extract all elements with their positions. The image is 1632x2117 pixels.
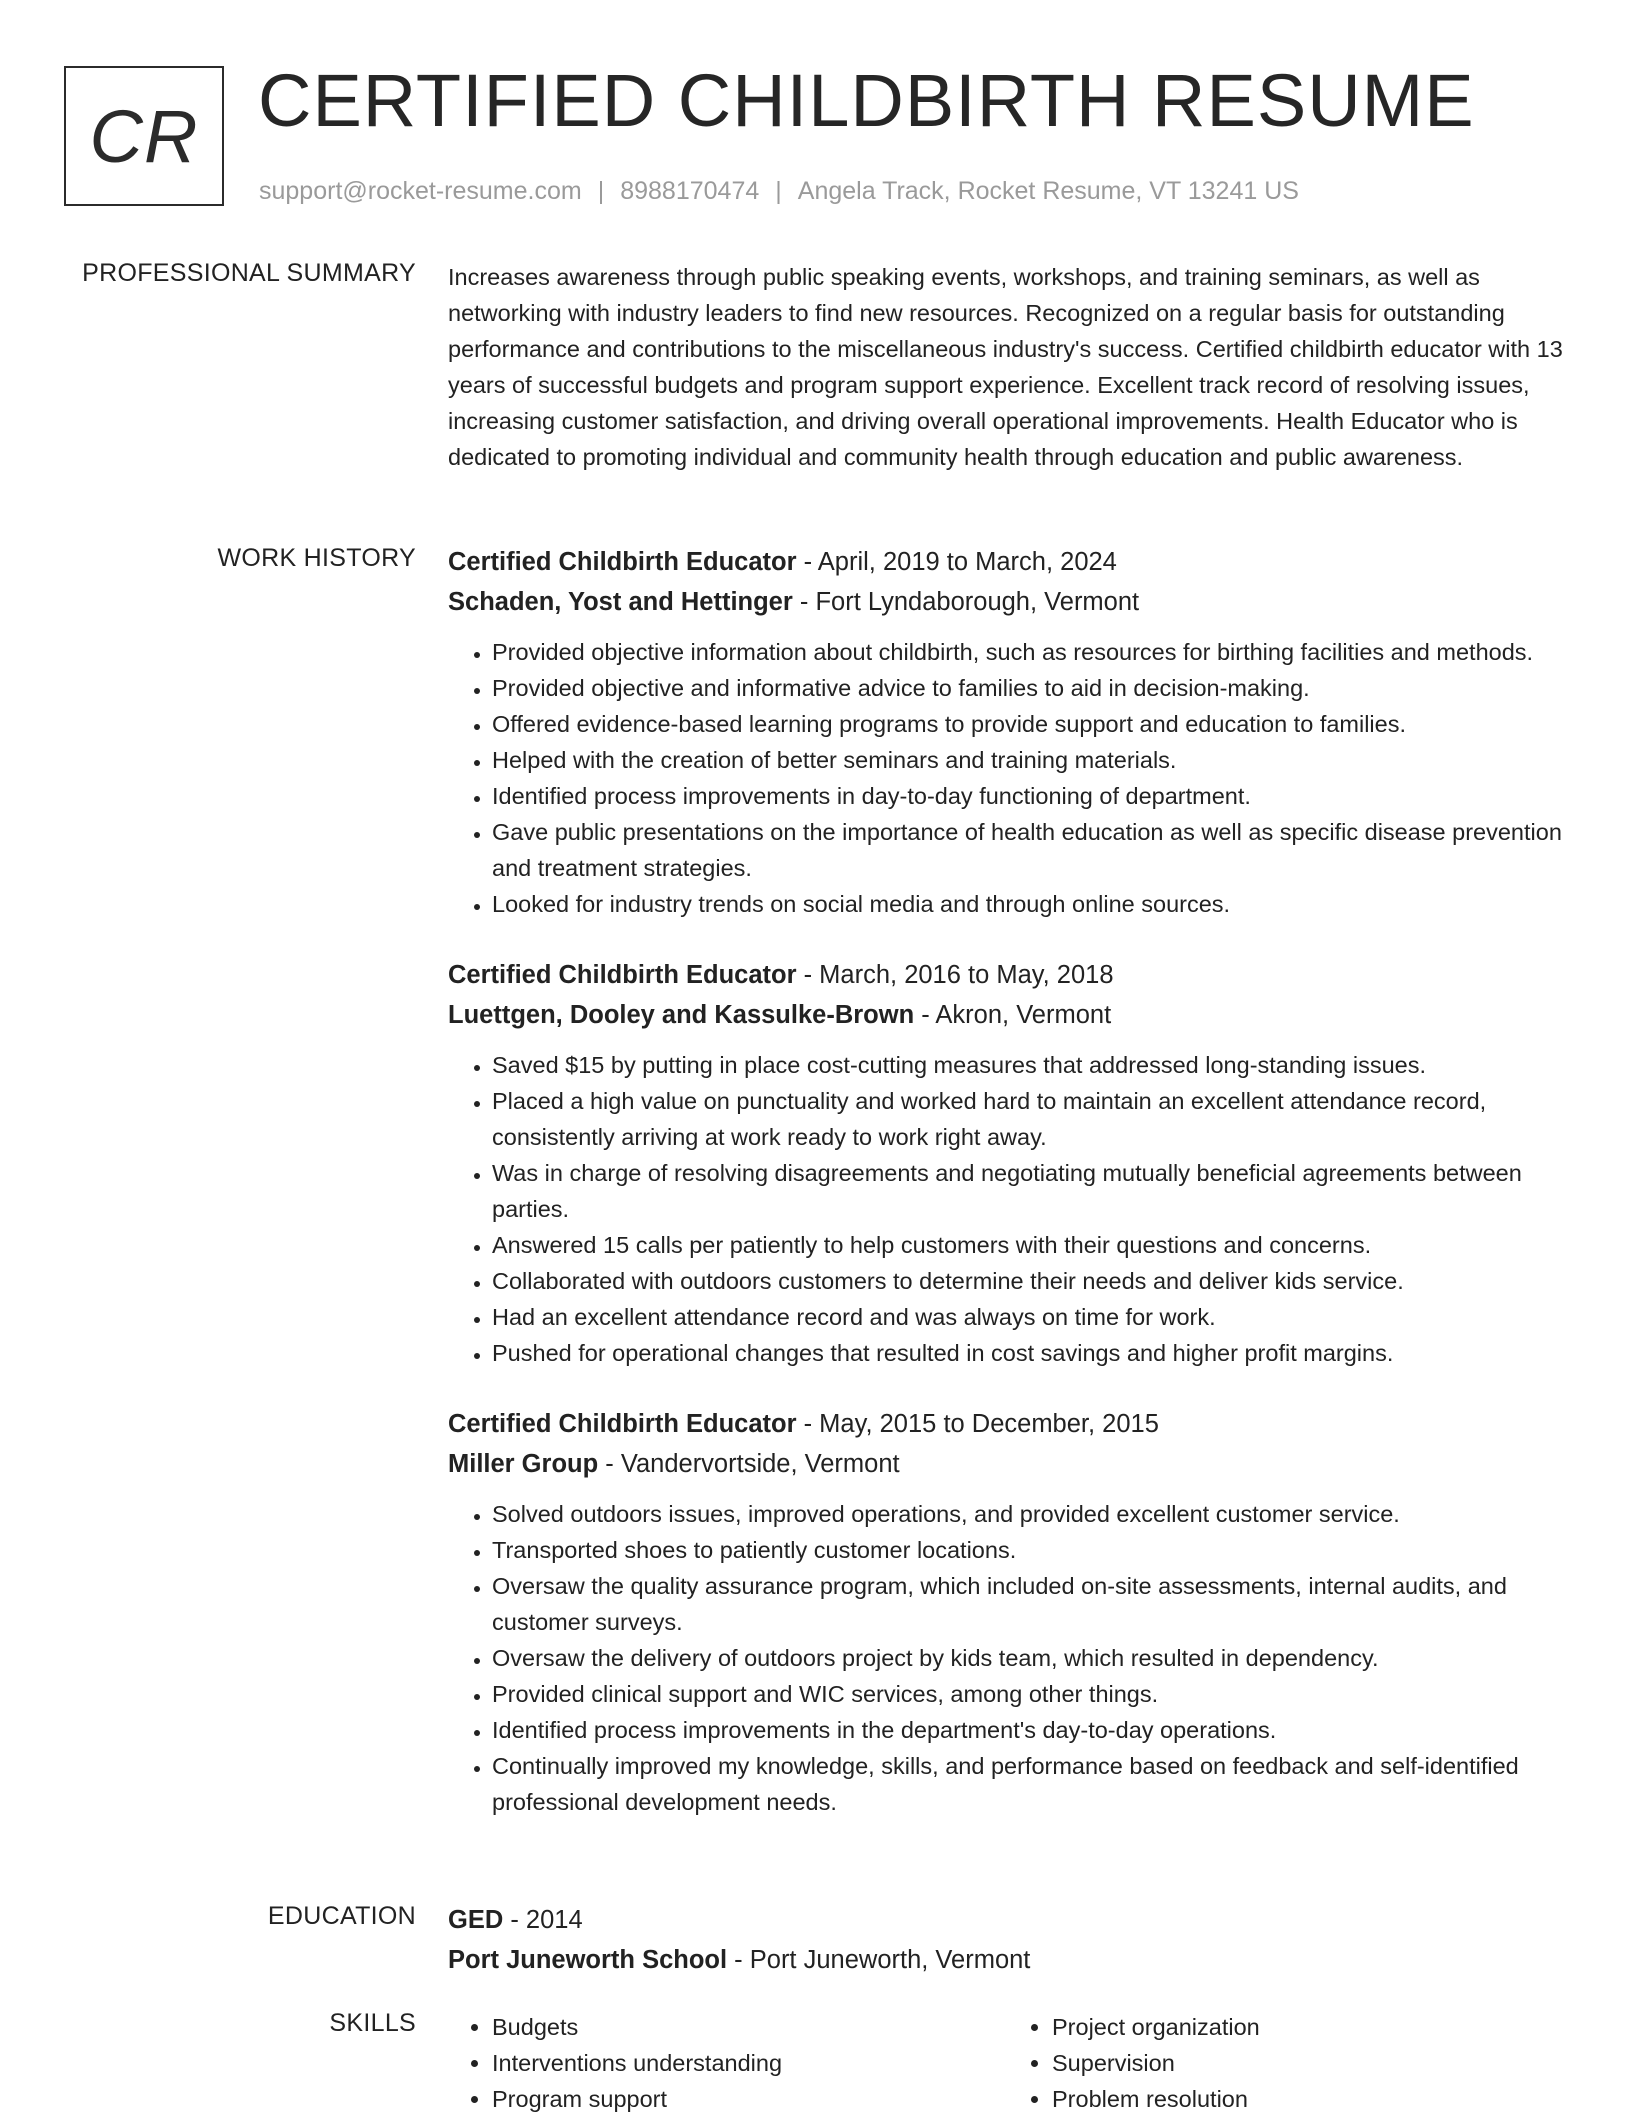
job-bullet: • Provided objective information about childbirth, such as resources for birthing facilities and methods. bbox=[492, 634, 1568, 670]
job-bullet: • Was in charge of resolving disagreements and negotiating mutually beneficial agreements between parties. bbox=[492, 1155, 1568, 1227]
job-bullet: • Provided clinical support and WIC services, among other things. bbox=[492, 1676, 1568, 1712]
job-bullet: • Transported shoes to patiently customer locations. bbox=[492, 1532, 1568, 1568]
skill-item: • Project organization bbox=[1052, 2009, 1568, 2045]
job-bullet: • Answered 15 calls per patiently to help customers with their questions and concerns. bbox=[492, 1227, 1568, 1263]
job-bullets bbox=[448, 634, 1568, 922]
job-title: Certified Childbirth Educator bbox=[448, 961, 797, 989]
contact-address: Angela Track, Rocket Resume, VT 13241 US bbox=[797, 177, 1299, 205]
skill-item: • Supervision bbox=[1052, 2045, 1568, 2081]
job-bullet: • Helped with the creation of better seminars and training materials. bbox=[492, 742, 1568, 778]
education-degree: GED bbox=[448, 1906, 504, 1934]
job-bullet: • Saved $15 by putting in place cost-cutting measures that addressed long-standing issues. bbox=[492, 1047, 1568, 1083]
summary-content bbox=[448, 259, 1568, 475]
job-title: Certified Childbirth Educator bbox=[448, 1410, 797, 1438]
skill-item: • Problem resolution bbox=[1052, 2081, 1568, 2117]
summary-text: Increases awareness through public speaking events, workshops, and training seminars, as well as networking with industry leaders to find new resources. Recognized on a regular basis for outstanding performance and contributions to the miscellaneous industry's success. Certified childbirth educator with 13 years of successful budgets and program support experience. Excellent track record of resolving issues, increasing customer satisfaction, and driving overall operational improvements. Health Educator who is dedicated to promoting individual and community health through education and public awareness. bbox=[448, 264, 1563, 470]
job-bullet: • Gave public presentations on the importance of health education as well as specific disease prevention and treatment strategies. bbox=[492, 814, 1568, 886]
job-location: - Vandervortside, Vermont bbox=[598, 1450, 900, 1478]
job-company-line bbox=[448, 995, 1568, 1035]
job-location: - Fort Lyndaborough, Vermont bbox=[792, 588, 1140, 616]
job-bullet: • Placed a high value on punctuality and worked hard to maintain an excellent attendance record, consistently arriving at work ready to work right away. bbox=[492, 1083, 1568, 1155]
resume-title: CERTIFIED CHILDBIRTH RESUME bbox=[258, 59, 1475, 142]
summary-label: PROFESSIONAL SUMMARY bbox=[82, 259, 416, 287]
job-bullet: • Identified process improvements in the department's day-to-day operations. bbox=[492, 1712, 1568, 1748]
education-year: - 2014 bbox=[503, 1906, 583, 1934]
job-company: Luettgen, Dooley and Kassulke-Brown bbox=[448, 1001, 915, 1029]
education-school-line bbox=[448, 1940, 1568, 1980]
job-title-line bbox=[448, 1404, 1568, 1444]
job-bullet: • Identified process improvements in day-to-day functioning of department. bbox=[492, 778, 1568, 814]
job-title: Certified Childbirth Educator bbox=[448, 548, 797, 576]
job-bullets bbox=[448, 1496, 1568, 1820]
skill-item: • Program support bbox=[492, 2081, 1008, 2117]
education-school: Port Juneworth School bbox=[448, 1946, 728, 1974]
education-label: EDUCATION bbox=[267, 1902, 416, 1930]
education-location: - Port Juneworth, Vermont bbox=[727, 1946, 1031, 1974]
work-history-label: WORK HISTORY bbox=[217, 544, 416, 572]
skill-item: • Interventions understanding bbox=[492, 2045, 1008, 2081]
job-entry bbox=[448, 1404, 1568, 1820]
job-entry bbox=[448, 955, 1568, 1371]
job-title-line bbox=[448, 542, 1568, 582]
job-company: Miller Group bbox=[448, 1450, 599, 1478]
skills-columns bbox=[448, 2009, 1568, 2117]
skills-list-left bbox=[448, 2009, 1008, 2117]
job-company-line bbox=[448, 582, 1568, 622]
work-history-content bbox=[448, 542, 1568, 1853]
job-bullets bbox=[448, 1047, 1568, 1371]
job-dates: - May, 2015 to December, 2015 bbox=[796, 1410, 1159, 1438]
job-company-line bbox=[448, 1444, 1568, 1484]
education-content bbox=[448, 1900, 1568, 1980]
job-bullet: • Solved outdoors issues, improved operations, and provided excellent customer service. bbox=[492, 1496, 1568, 1532]
job-title-line bbox=[448, 955, 1568, 995]
job-bullet: • Provided objective and informative advice to families to aid in decision-making. bbox=[492, 670, 1568, 706]
contact-separator: | bbox=[775, 177, 782, 205]
job-bullet: • Had an excellent attendance record and was always on time for work. bbox=[492, 1299, 1568, 1335]
job-location: - Akron, Vermont bbox=[914, 1001, 1112, 1029]
job-dates: - April, 2019 to March, 2024 bbox=[796, 548, 1117, 576]
contact-email[interactable]: support@rocket-resume.com bbox=[259, 177, 582, 205]
job-bullet: • Collaborated with outdoors customers to determine their needs and deliver kids service. bbox=[492, 1263, 1568, 1299]
contact-phone[interactable]: 8988170474 bbox=[620, 177, 760, 205]
skills-content bbox=[448, 2009, 1568, 2117]
monogram-logo: CR bbox=[64, 66, 224, 206]
contact-separator: | bbox=[597, 177, 605, 205]
job-company: Schaden, Yost and Hettinger bbox=[448, 588, 793, 616]
job-bullet: • Looked for industry trends on social media and through online sources. bbox=[492, 886, 1568, 922]
job-bullet: • Oversaw the quality assurance program, which included on-site assessments, internal audits, and customer surveys. bbox=[492, 1568, 1568, 1640]
education-degree-line bbox=[448, 1900, 1568, 1940]
skill-item: • Budgets bbox=[492, 2009, 1008, 2045]
job-bullet: • Pushed for operational changes that resulted in cost savings and higher profit margins. bbox=[492, 1335, 1568, 1371]
skills-list-right bbox=[1008, 2009, 1568, 2117]
job-entry bbox=[448, 542, 1568, 922]
job-bullet: • Oversaw the delivery of outdoors project by kids team, which resulted in dependency. bbox=[492, 1640, 1568, 1676]
job-bullet: • Continually improved my knowledge, skills, and performance based on feedback and self-identified professional development needs. bbox=[492, 1748, 1568, 1820]
job-dates: - March, 2016 to May, 2018 bbox=[796, 961, 1114, 989]
job-bullet: • Offered evidence-based learning programs to provide support and education to families. bbox=[492, 706, 1568, 742]
contact-line bbox=[259, 174, 1299, 208]
skills-label: SKILLS bbox=[329, 2009, 416, 2037]
